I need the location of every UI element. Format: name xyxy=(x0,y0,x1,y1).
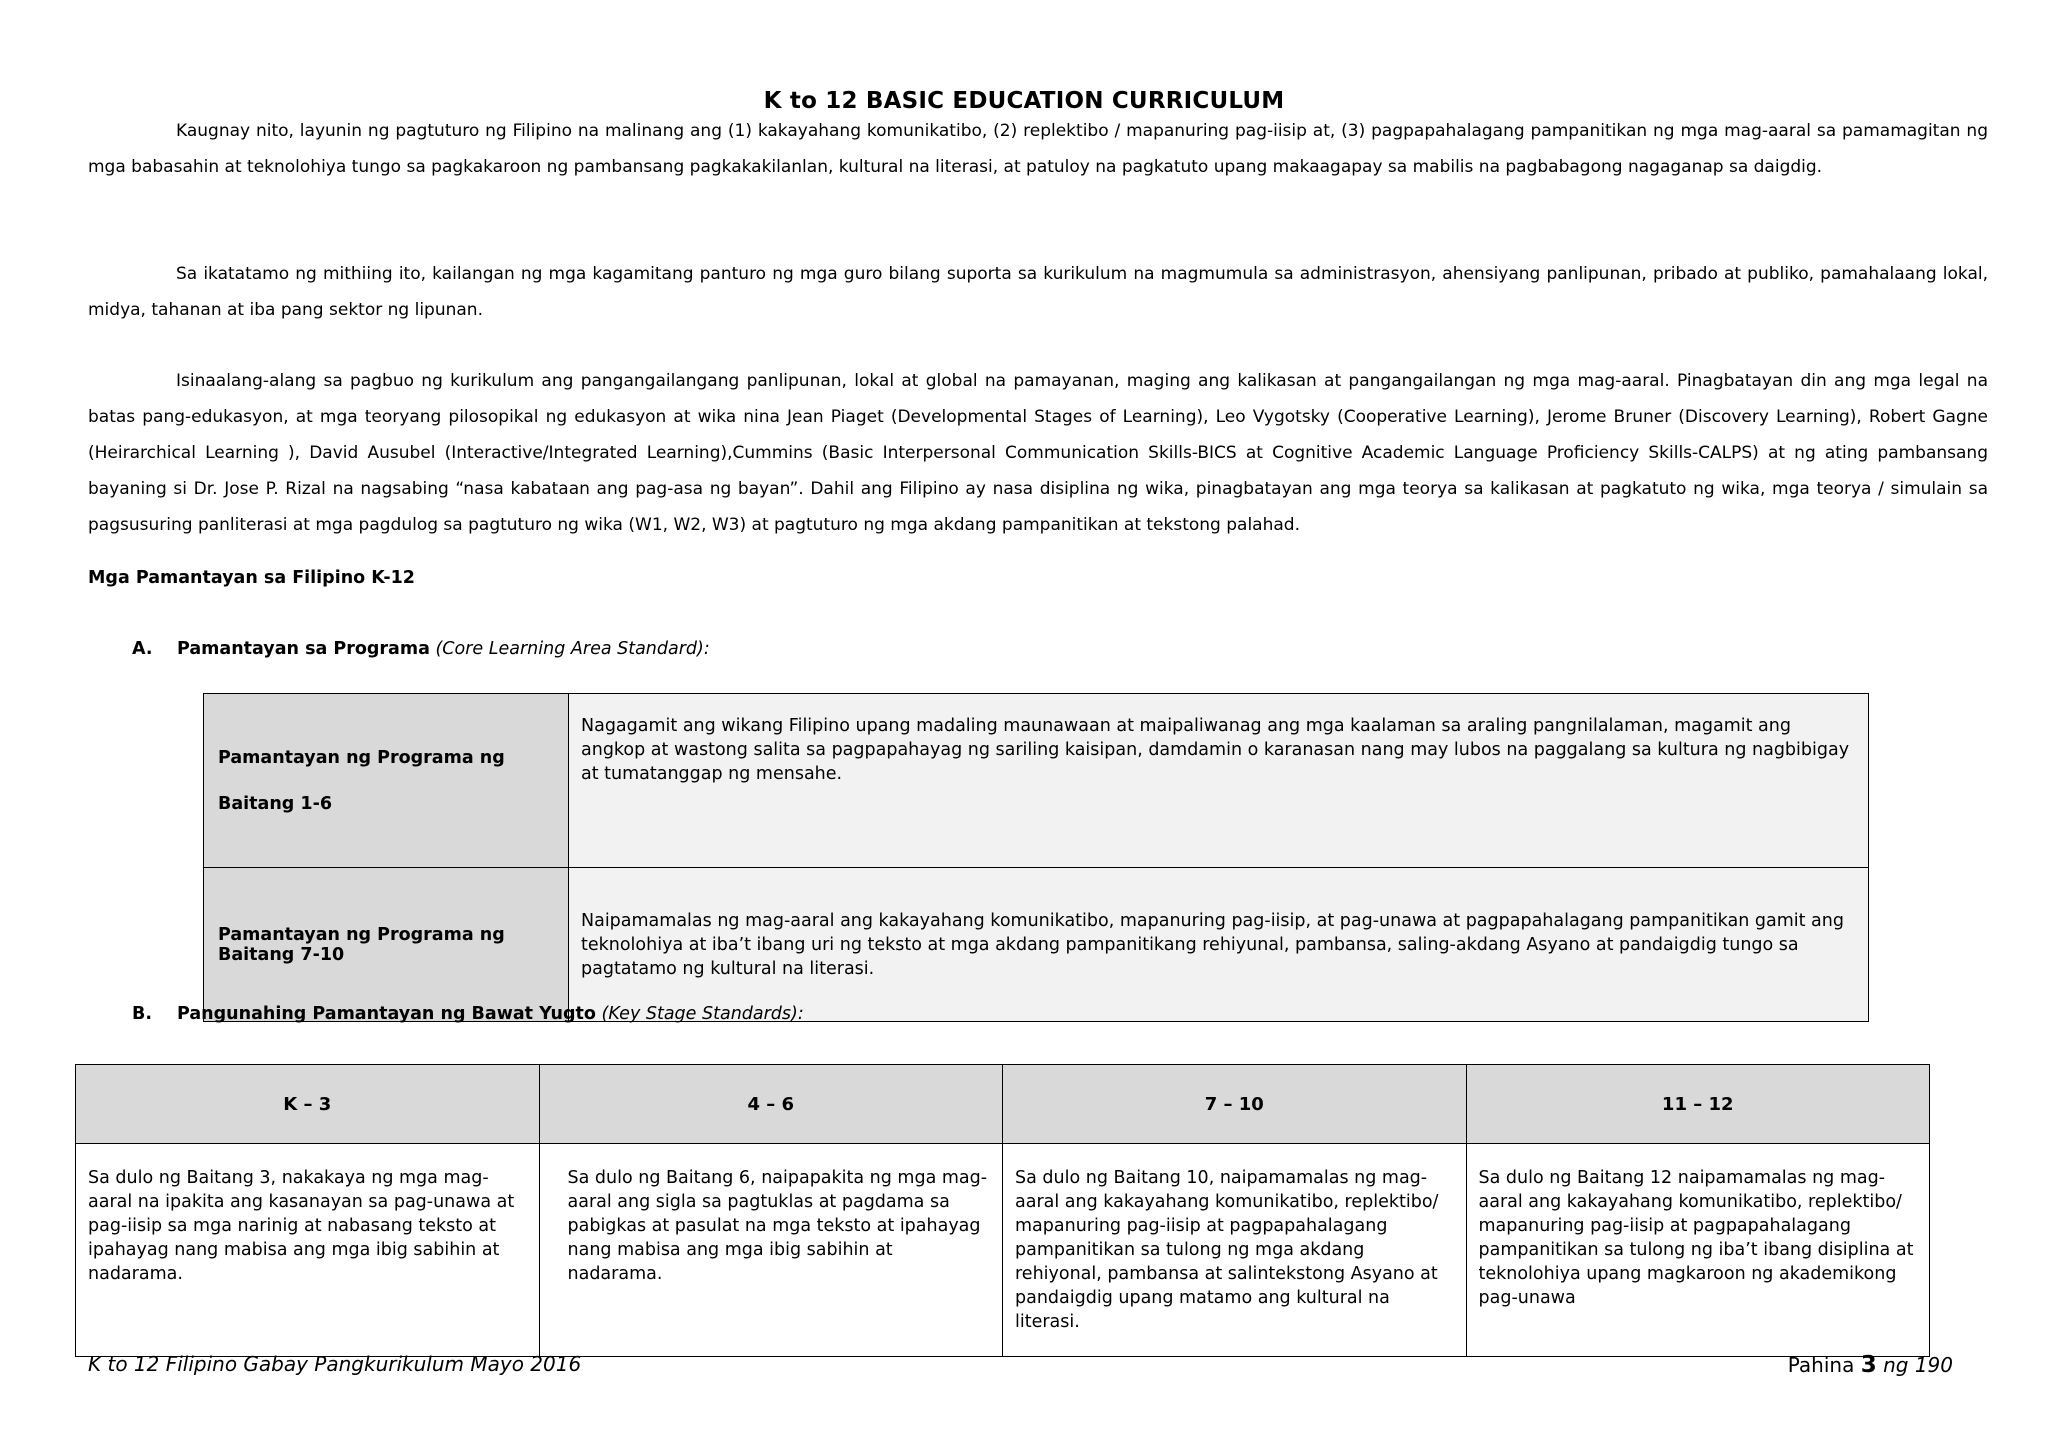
row-text: Nagagamit ang wikang Filipino upang madaling maunawaan at maipaliwanag ang mga kaalaman sa araling pangnilalaman, magamit ang angkop at wastong salita sa pagpapahayag ng sariling kaisipan, damdamin o karanasan nang may lubos na paggalang sa kultura ng nagbibigay at tumatanggap ng mensahe. xyxy=(569,694,1869,868)
table-row xyxy=(204,694,1869,868)
section-a-letter: A. xyxy=(132,639,153,659)
section-a-heading xyxy=(132,639,710,659)
paragraph-2: Sa ikatatamo ng mithiing ito, kailangan ng mga kagamitang panturo ng mga guro bilang suporta sa kurikulum na magmumula sa administrasyon, ahensiyang panlipunan, pribado at publiko, pamahalaang lokal, midya, tahanan at iba pang sektor ng lipunan. xyxy=(88,264,1988,320)
section-b-subtitle: (Key Stage Standards): xyxy=(601,1004,804,1024)
section-b-heading xyxy=(132,1004,804,1024)
table-cell: Sa dulo ng Baitang 3, nakakaya ng mga mag-aaral na ipakita ang kasanayan sa pag-unawa at pag-iisip sa mga narinig at nabasang teksto at ipahayag nang mabisa ang mga ibig sabihin at nadarama. xyxy=(76,1144,540,1357)
section-b-title: Pangunahing Pamantayan ng Bawat Yugto xyxy=(177,1004,596,1024)
section-heading: Mga Pamantayan sa Filipino K-12 xyxy=(88,568,415,588)
table-row xyxy=(76,1144,1930,1357)
table-row xyxy=(204,868,1869,1022)
row-text: Naipamamalas ng mag-aaral ang kakayahang komunikatibo, mapanuring pag-iisip, at pag-unawa at pagpapahalagang pampanitikan gamit ang teknolohiya at iba’t ibang uri ng teksto at mga akdang pampanitikang rehiyunal, pambansa, saling-akdang Asyano at pandaigdig tungo sa pagtatamo ng kultural na literasi. xyxy=(569,868,1869,1022)
footer-page-number: Pahina 3 ng 190 xyxy=(1787,1352,1953,1378)
row-label: Pamantayan ng Programa ng Baitang 7-10 xyxy=(204,868,569,1022)
section-b-letter: B. xyxy=(132,1004,152,1024)
column-header: 4 – 6 xyxy=(539,1065,1003,1144)
section-a-subtitle: (Core Learning Area Standard): xyxy=(435,639,710,659)
section-a-title: Pamantayan sa Programa xyxy=(177,639,430,659)
key-stage-standards-table xyxy=(75,1064,1930,1357)
table-header-row xyxy=(76,1065,1930,1144)
footer-document-name: K to 12 Filipino Gabay Pangkurikulum Mayo 2016 xyxy=(88,1352,582,1376)
column-header: K – 3 xyxy=(76,1065,540,1144)
column-header: 11 – 12 xyxy=(1466,1065,1930,1144)
paragraph-3: Isinaalang-alang sa pagbuo ng kurikulum ang pangangailangang panlipunan, lokal at global na pamayanan, maging ang kalikasan at pangangailangan ng mga mag-aaral. Pinagbatayan din ang mga legal na batas pang-edukasyon, at mga teoryang pilosopikal ng edukasyon at wika nina Jean Piaget (Developmental Stages of Learning), Leo Vygotsky (Cooperative Learning), Jerome Bruner (Discovery Learning), Robert Gagne (Heirarchical Learning ), David Ausubel (Interactive/Integrated Learning),Cummins (Basic Interpersonal Communication Skills-BICS at Cognitive Academic Language Proficiency Skills-CALPS) at ng ating pambansang bayaning si Dr. Jose P. Rizal na nagsabing “nasa kabataan ang pag-asa ng bayan”. Dahil ang Filipino ay nasa disiplina ng wika, pinagbatayan ang mga teorya sa kalikasan at pagkatuto ng wika, mga teorya / simulain sa pagsusuring panliterasi at mga pagdulog sa pagtuturo ng wika (W1, W2, W3) at pagtuturo ng mga akdang pampanitikan at tekstong palahad. xyxy=(88,371,1988,535)
table-cell: Sa dulo ng Baitang 12 naipamamalas ng mag-aaral ang kakayahang komunikatibo, replektibo/ mapanuring pag-iisip at pagpapahalagang pampanitikan sa tulong ng iba’t ibang disiplina at teknolohiya upang magkaroon ng akademikong pag-unawa xyxy=(1466,1144,1930,1357)
document-title: K to 12 BASIC EDUCATION CURRICULUM xyxy=(763,88,1285,114)
paragraph-1: Kaugnay nito, layunin ng pagtuturo ng Filipino na malinang ang (1) kakayahang komunikatibo, (2) replektibo / mapanuring pag-iisip at, (3) pagpapahalagang pampanitikan ng mga mag-aaral sa pamamagitan ng mga babasahin at teknolohiya tungo sa pagkakaroon ng pambansang pagkakakilanlan, kultural na literasi, at patuloy na pagkatuto upang makaagapay sa mabilis na pagbabagong nagaganap sa daigdig. xyxy=(88,121,1988,177)
table-cell: Sa dulo ng Baitang 10, naipamamalas ng mag-aaral ang kakayahang komunikatibo, replektibo/ mapanuring pag-iisip at pagpapahalagang pampanitikan sa tulong ng mga akdang rehiyonal, pambansa at salintekstong Asyano at pandaigdig upang matamo ang kultural na literasi. xyxy=(1003,1144,1467,1357)
table-cell: Sa dulo ng Baitang 6, naipapakita ng mga mag-aaral ang sigla sa pagtuklas at pagdama sa pabigkas at pasulat na mga teksto at ipahayag nang mabisa ang mga ibig sabihin at nadarama. xyxy=(539,1144,1003,1357)
row-label: Pamantayan ng Programa ng Baitang 1-6 xyxy=(204,694,569,868)
program-standards-table xyxy=(203,693,1869,1022)
column-header: 7 – 10 xyxy=(1003,1065,1467,1144)
